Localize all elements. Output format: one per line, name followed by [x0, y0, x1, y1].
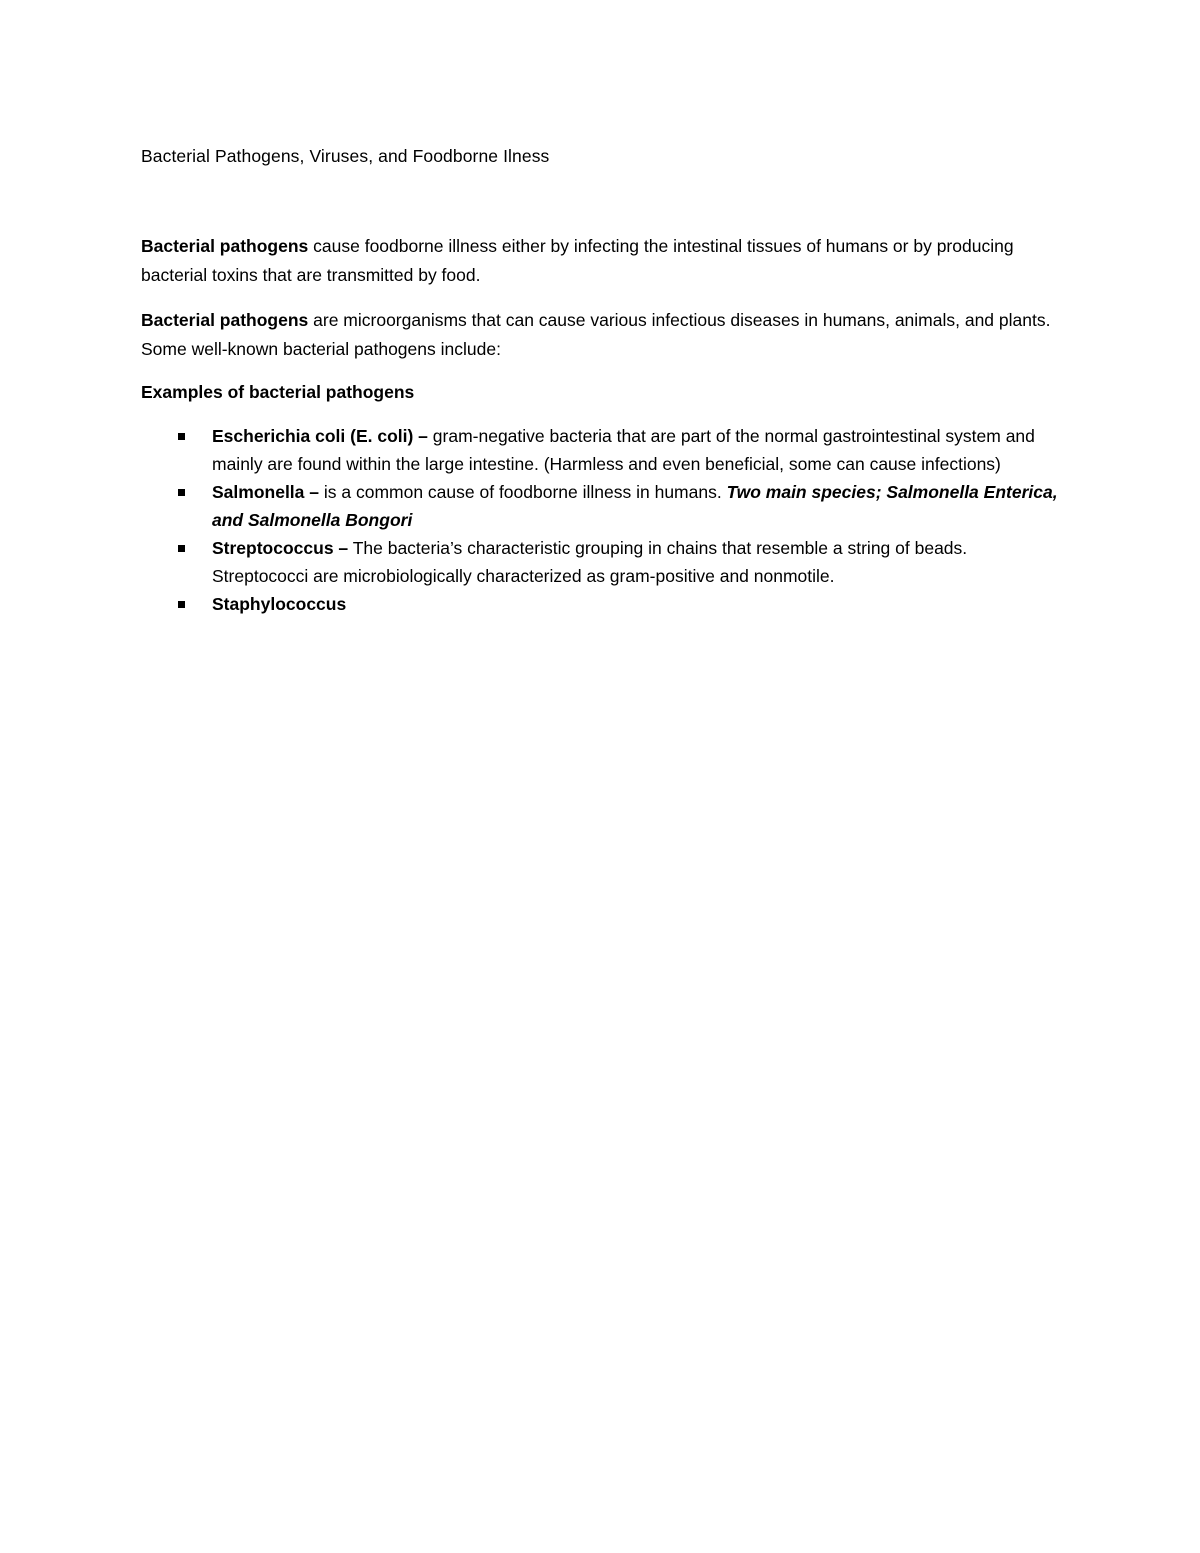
list-item-salmonella: [141, 478, 1061, 534]
square-bullet-icon: [178, 489, 185, 496]
paragraph-bacterial-pathogens-definition: [141, 232, 1061, 290]
paragraph-text: cause foodborne illness either by infecting the intestinal tissues of humans or by producing bacterial toxins that are transmitted by food.: [141, 236, 1014, 285]
list-item-streptococcus: [141, 534, 1061, 590]
example-name: Salmonella –: [212, 482, 319, 502]
list-item-escherichia-coli: [141, 422, 1061, 478]
document-body: [141, 143, 1061, 618]
example-description: gram-negative bacteria that are part of the normal gastrointestinal system and mainly are found within the large intestine. (Harmless and even beneficial, some can cause infections): [212, 426, 1035, 474]
example-name: Staphylococcus: [212, 594, 347, 614]
paragraph-term: Bacterial pathogens: [141, 236, 309, 256]
paragraph-term: Bacterial pathogens: [141, 310, 309, 330]
examples-heading: Examples of bacterial pathogens: [141, 382, 415, 402]
square-bullet-icon: [178, 433, 185, 440]
paragraph-text: are microorganisms that can cause various infectious diseases in humans, animals, and plants. Some well-known bacterial pathogens include:: [141, 310, 1051, 359]
paragraph-bacterial-pathogens-description: [141, 306, 1061, 364]
examples-list: [141, 422, 1061, 618]
example-description: is a common cause of foodborne illness in humans.: [319, 482, 727, 502]
example-name: Streptococcus –: [212, 538, 349, 558]
example-name: Escherichia coli (E. coli) –: [212, 426, 428, 446]
example-description: The bacteria’s characteristic grouping in chains that resemble a string of beads. Streptococci are microbiologically characterized as gram-positive and nonmotile.: [212, 538, 968, 586]
square-bullet-icon: [178, 601, 185, 608]
list-item-staphylococcus: [141, 590, 1061, 618]
document-title: Bacterial Pathogens, Viruses, and Foodborne Ilness: [141, 146, 550, 166]
square-bullet-icon: [178, 545, 185, 552]
example-emphasis: Two main species; Salmonella Enterica, and Salmonella Bongori: [212, 482, 1058, 530]
